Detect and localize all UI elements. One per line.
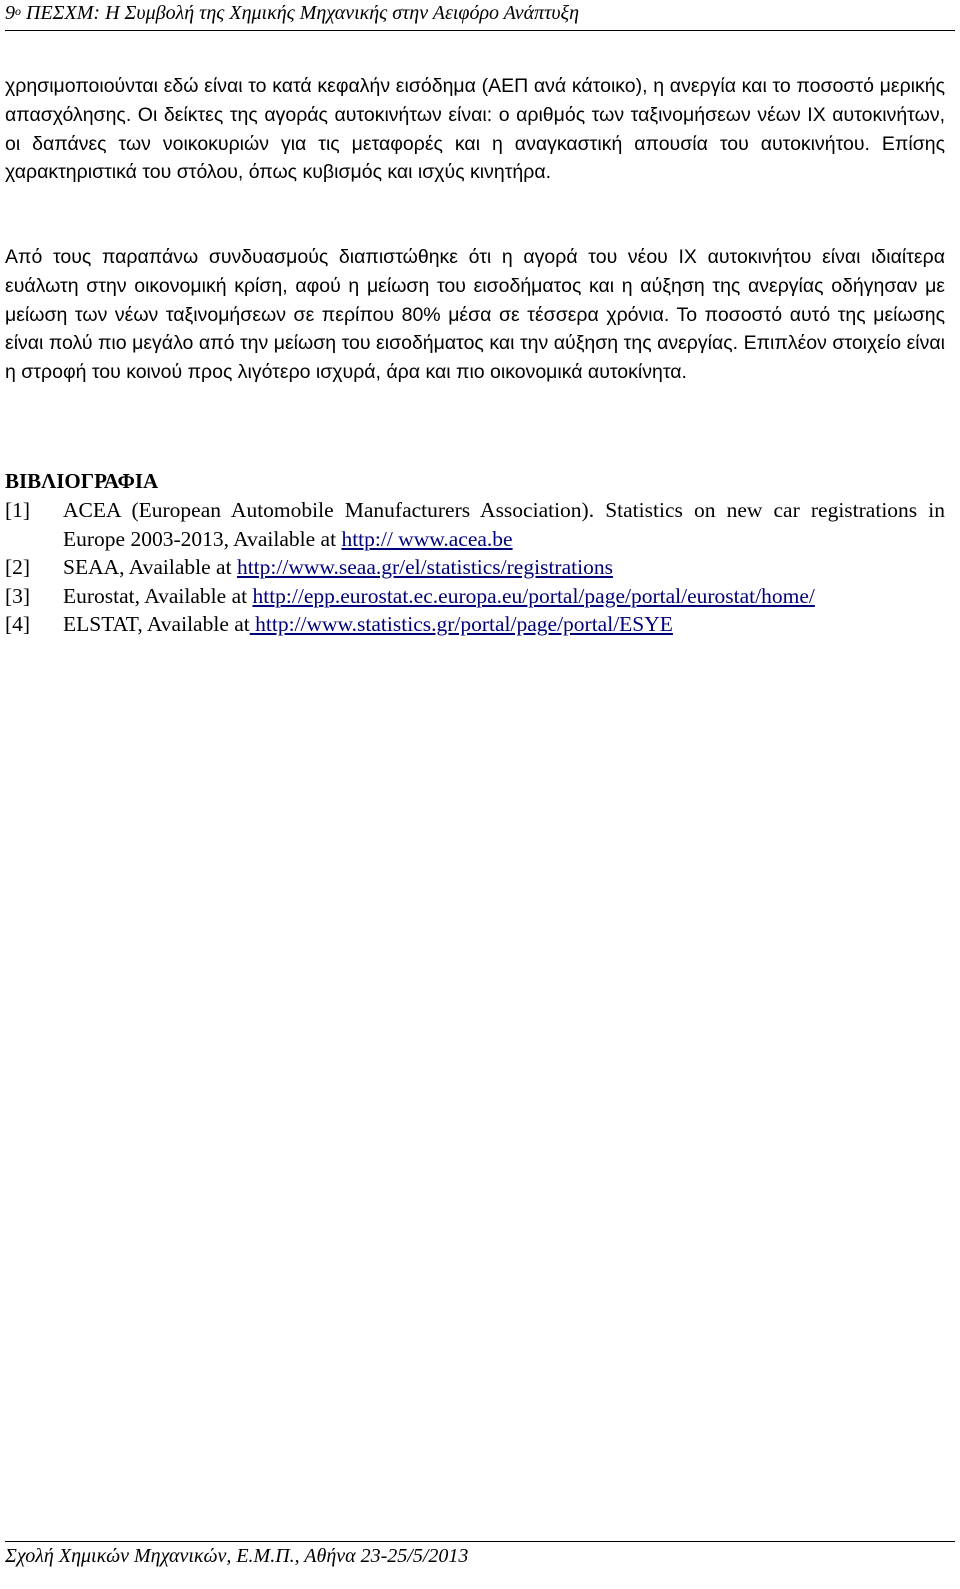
reference-item	[5, 610, 945, 639]
reference-description: ELSTAT, Available at	[63, 612, 250, 637]
conference-title: ΠΕΣΧΜ: Η Συμβολή της Χημικής Μηχανικής στην Αειφόρο Ανάπτυξη	[21, 2, 580, 24]
reference-description: Eurostat, Available at	[63, 583, 253, 608]
reference-description: SEAA, Available at	[63, 555, 237, 580]
reference-item	[5, 582, 945, 611]
ordinal-superscript: ο	[15, 4, 21, 18]
reference-item	[5, 496, 945, 553]
reference-number: [3]	[5, 583, 31, 608]
bibliography-heading: ΒΙΒΛΙΟΓΡΑΦΙΑ	[5, 469, 159, 493]
reference-link[interactable]: http://epp.eurostat.ec.europa.eu/portal/page/portal/eurostat/home/	[252, 583, 815, 608]
reference-list	[5, 496, 945, 639]
reference-number: [1]	[5, 498, 31, 522]
reference-text	[63, 610, 945, 639]
reference-number: [2]	[5, 555, 31, 580]
reference-link[interactable]: http://www.statistics.gr/portal/page/portal/ESYE	[249, 612, 673, 637]
reference-number: [4]	[5, 612, 31, 637]
reference-text	[63, 496, 945, 553]
reference-link[interactable]: http://www.seaa.gr/el/statistics/registrations	[236, 555, 613, 580]
body-paragraph-2: Από τους παραπάνω συνδυασμούς διαπιστώθηκε ότι η αγορά του νέου ΙΧ αυτοκινήτου είναι ιδιαίτερα ευάλωτη στην οικονομική κρίση, αφού η μείωση του εισοδήματος και η αύξηση της ανεργίας οδήγησαν με μείωση των νέων ταξινομήσεων σε περίπου 80% μέσα σε τέσσερα χρόνια. Το ποσοστό αυτό της μείωσης είναι πολύ πιο μεγάλο από την μείωση του εισοδήματος και την αύξηση της ανεργίας. Επιπλέον στοιχείο είναι η στροφή του κοινού προς λιγότερο ισχυρά, άρα και πιο οικονομικά αυτοκίνητα.	[5, 246, 945, 384]
reference-description: ACEA (European Automobile Manufacturers Association). Statistics on new car registrations in Europe 2003-2013, Available at	[63, 498, 945, 551]
page-header	[5, 0, 955, 31]
body-paragraph-1: χρησιμοποιούνται εδώ είναι το κατά κεφαλήν εισόδημα (ΑΕΠ ανά κάτοικο), η ανεργία και το ποσοστό μερικής απασχόλησης. Οι δείκτες της αγοράς αυτοκινήτων είναι: ο αριθμός των ταξινομήσεων νέων ΙΧ αυτοκινήτων, οι δαπάνες των νοικοκυριών για τις μεταφορές και η αναγκαστική απουσία του αυτοκινήτου. Επίσης χαρακτηριστικά του στόλου, όπως κυβισμός και ισχύς κινητήρα.	[5, 75, 945, 184]
conference-number: 9	[5, 2, 15, 24]
reference-link[interactable]: http:// www.acea.be	[341, 526, 513, 551]
reference-text	[63, 553, 945, 582]
reference-text	[63, 582, 945, 611]
reference-item	[5, 553, 945, 582]
page-footer: Σχολή Χημικών Μηχανικών, Ε.Μ.Π., Αθήνα 23-25/5/2013	[5, 1541, 955, 1570]
